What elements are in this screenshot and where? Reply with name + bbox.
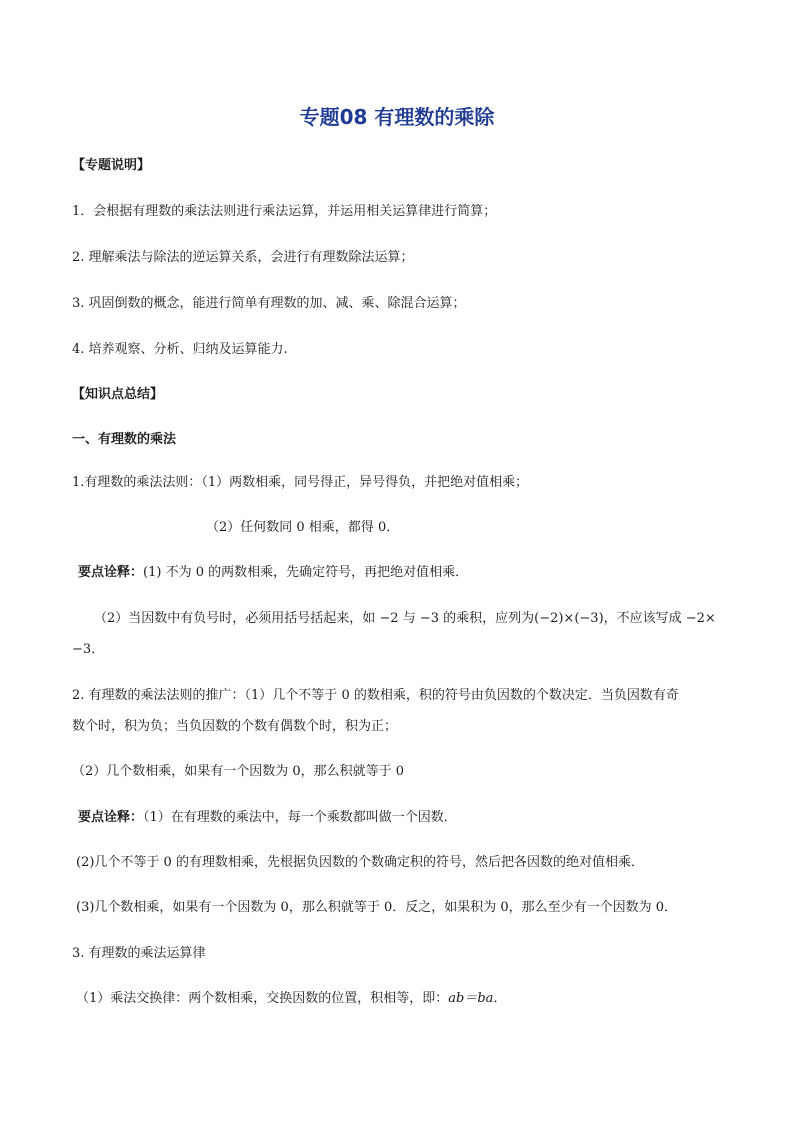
note-1a [78, 564, 468, 582]
page-title: 专题08 有理数的乘除 [299, 105, 495, 129]
subheading-multiplication: 一、有理数的乘法 [72, 432, 177, 447]
note-2b: (2)几个不等于 0 的有理数相乘，先根据负因数的个数确定积的符号，然后把各因数的绝对值相乘． [76, 855, 644, 870]
intro-heading: 【专题说明】 [72, 158, 151, 173]
note-2a [78, 809, 457, 827]
note-1b-line1: （2）当因数中有负号时，必须用括号括起来，如 −2 与 −3 的乘积，应列为(−2)×(−3)，不应该写成 −2× [94, 611, 716, 626]
rule-2a-line2: 数个时，积为负；当负因数的个数有偶数个时，积为正； [72, 719, 398, 734]
intro-item-3: 3. 巩固倒数的概念，能进行简单有理数的加、减、乘、除混合运算； [72, 296, 466, 311]
note-text: （1）在有理数的乘法中，每一个乘数都叫做一个因数． [143, 810, 457, 825]
summary-heading: 【知识点总结】 [72, 387, 164, 402]
law-1 [76, 990, 506, 1008]
intro-item-2: 2. 理解乘法与除法的逆运算关系，会进行有理数除法运算； [72, 250, 414, 265]
rule-1a: 1.有理数的乘法法则：（1）两数相乘，同号得正，异号得负，并把绝对值相乘； [72, 475, 529, 490]
rule-3: 3. 有理数的乘法运算律 [72, 946, 206, 961]
note-text: (1) 不为 0 的两数相乘，先确定符号，再把绝对值相乘． [143, 565, 469, 580]
note-label: 要点诠释： [78, 810, 144, 825]
law-text: （1）乘法交换律：两个数相乘，交换因数的位置，积相等，即： [76, 991, 449, 1006]
intro-item-4: 4. 培养观察、分析、归纳及运算能力. [72, 342, 288, 357]
note-label: 要点诠释： [78, 565, 144, 580]
note-1b-line2: −3． [72, 642, 105, 657]
rule-2b: （2）几个数相乘，如果有一个因数为 0，那么积就等于 0 [72, 764, 405, 779]
rule-2a-line1: 2. 有理数的乘法法则的推广：（1）几个不等于 0 的数相乘，积的符号由负因数的个数决定．当负因数有奇 [72, 688, 679, 703]
law-formula: ab＝ba [448, 991, 494, 1006]
note-2c: (3)几个数相乘，如果有一个因数为 0，那么积就等于 0．反之，如果积为 0，那么至少有一个因数为 0． [76, 900, 678, 915]
rule-1b: （2）任何数同 0 相乘，都得 0． [206, 520, 400, 535]
intro-item-1: 1．会根据有理数的乘法法则进行乘法运算，并运用相关运算律进行简算； [72, 204, 497, 219]
law-end: ． [493, 991, 507, 1006]
